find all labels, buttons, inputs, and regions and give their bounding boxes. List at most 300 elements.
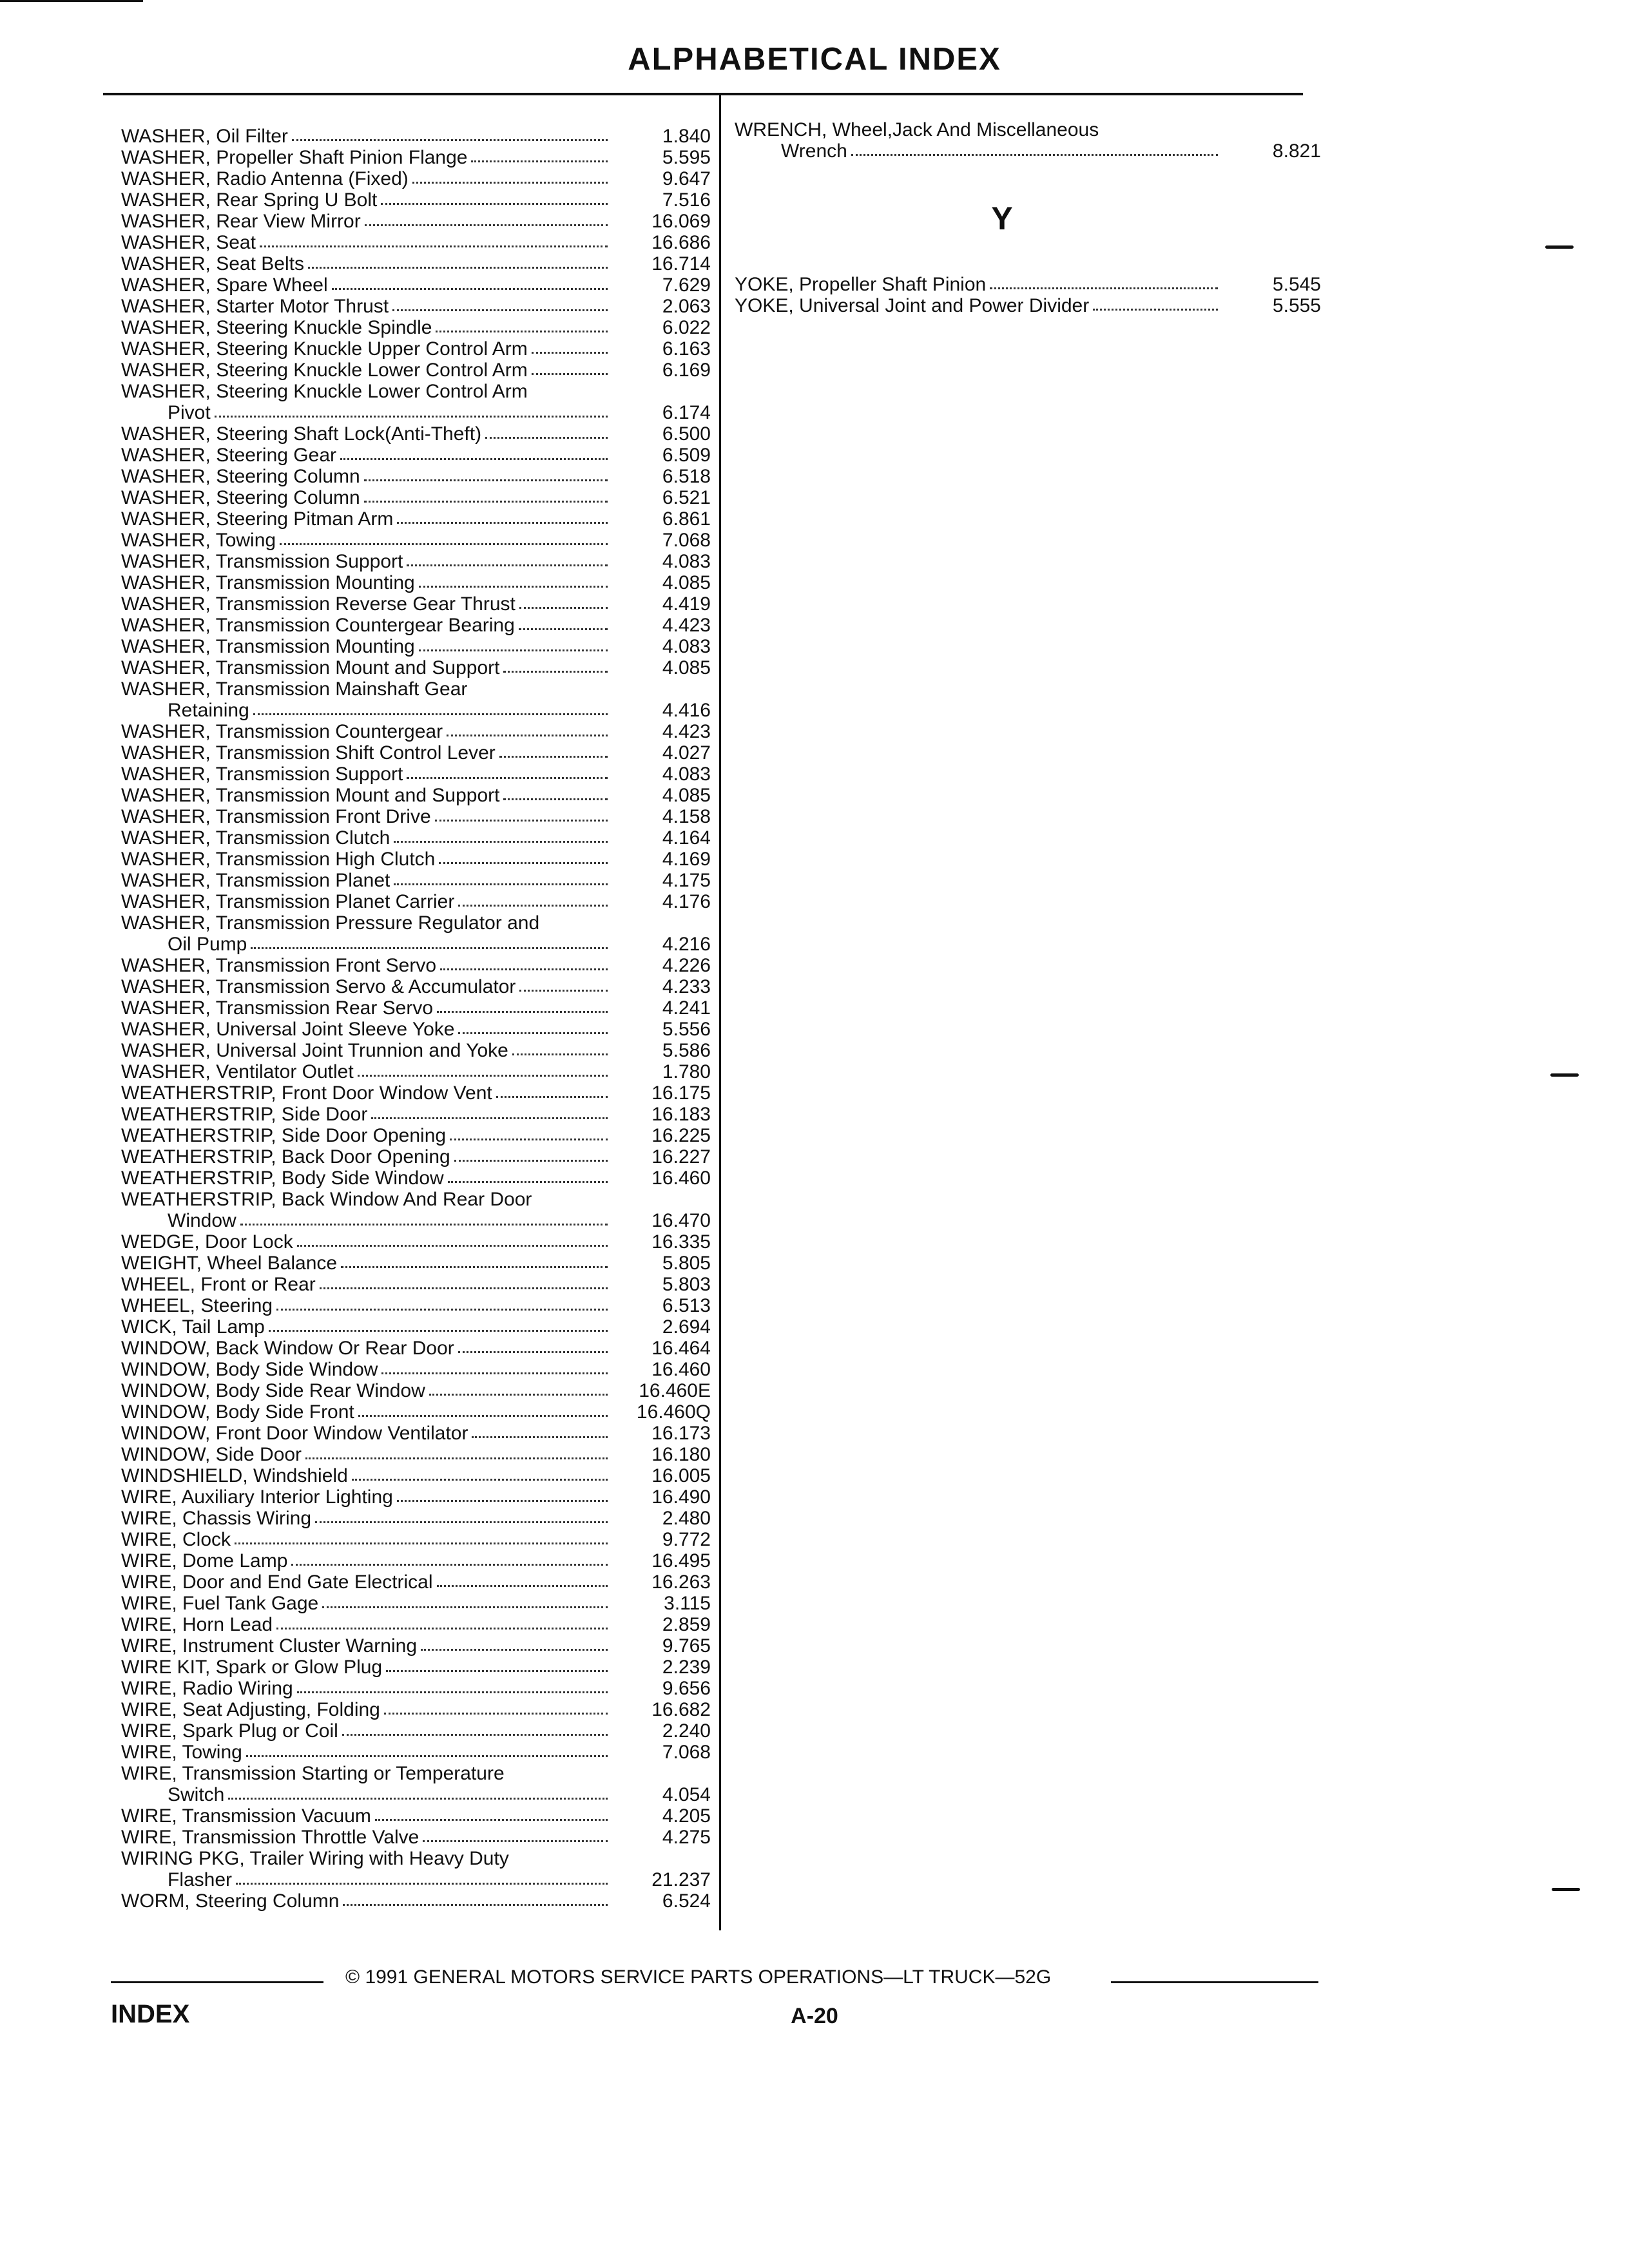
index-entry <box>121 615 711 636</box>
entry-description: WASHER, Transmission Planet <box>121 870 390 891</box>
index-entry <box>121 1231 711 1253</box>
entry-page-ref: 16.682 <box>651 1699 711 1720</box>
entry-page-ref: 16.460Q <box>636 1401 711 1423</box>
entry-description-continued: Retaining <box>168 700 249 721</box>
index-entry <box>121 317 711 338</box>
dot-leader <box>429 1394 608 1396</box>
index-entry <box>121 445 711 466</box>
index-entry <box>121 1529 711 1550</box>
entry-description-continued: Switch <box>168 1784 225 1805</box>
entry-description: WIRE, Transmission Vacuum <box>121 1805 371 1827</box>
entry-description: WASHER, Transmission Countergear Bearing <box>121 615 515 636</box>
entry-description: WASHER, Seat Belts <box>121 253 304 274</box>
entry-description: WEATHERSTRIP, Back Door Opening <box>121 1146 450 1168</box>
dot-leader <box>397 1500 608 1502</box>
entry-description: WEIGHT, Wheel Balance <box>121 1253 338 1274</box>
index-entry <box>121 1465 711 1486</box>
entry-page-ref: 4.176 <box>662 891 711 912</box>
entry-page-ref: 16.069 <box>651 211 711 232</box>
entry-description: WASHER, Transmission Mainshaft Gear <box>121 678 468 700</box>
entry-page-ref: 6.500 <box>662 423 711 445</box>
entry-description: WIRE, Door and End Gate Electrical <box>121 1571 433 1593</box>
index-entry <box>121 1593 711 1614</box>
entry-page-ref: 4.226 <box>662 955 711 976</box>
dot-leader <box>381 1372 608 1374</box>
entry-description: WASHER, Transmission Countergear <box>121 721 443 742</box>
entry-description: WASHER, Steering Knuckle Lower Control Arm <box>121 381 528 402</box>
entry-description: WASHER, Transmission High Clutch <box>121 849 436 870</box>
dot-leader <box>532 352 608 354</box>
entry-page-ref: 5.555 <box>1272 295 1321 316</box>
dot-leader <box>269 1330 608 1332</box>
entry-page-ref: 4.083 <box>662 636 711 657</box>
footer-rule <box>111 1981 323 1983</box>
entry-description: WIRE, Horn Lead <box>121 1614 273 1635</box>
entry-description: WASHER, Transmission Mounting <box>121 572 415 593</box>
index-entry <box>121 1805 711 1827</box>
index-entry <box>121 1338 711 1359</box>
index-entry <box>121 1678 711 1699</box>
entry-page-ref: 16.005 <box>651 1465 711 1486</box>
entry-description: WASHER, Transmission Planet Carrier <box>121 891 455 912</box>
dot-leader <box>280 543 608 545</box>
index-entry <box>121 274 711 296</box>
entry-page-ref: 2.694 <box>662 1316 711 1338</box>
index-column-right <box>735 119 1321 316</box>
index-entry <box>121 1635 711 1657</box>
entry-description: WASHER, Steering Knuckle Upper Control Arm <box>121 338 528 360</box>
entry-description: WIRING PKG, Trailer Wiring with Heavy Duty <box>121 1848 509 1869</box>
entry-description: WASHER, Transmission Rear Servo <box>121 997 434 1019</box>
entry-page-ref: 4.085 <box>662 785 711 806</box>
dot-leader <box>343 1904 608 1906</box>
dot-leader <box>496 1096 608 1098</box>
index-entry <box>121 997 711 1019</box>
entry-page-ref: 4.216 <box>662 934 711 955</box>
entry-page-ref: 1.780 <box>662 1061 711 1082</box>
entry-page-ref: 4.054 <box>662 1784 711 1805</box>
entry-description: WASHER, Transmission Front Drive <box>121 806 431 827</box>
dot-leader <box>358 1415 608 1417</box>
dot-leader <box>412 182 608 184</box>
entry-description: WICK, Tail Lamp <box>121 1316 265 1338</box>
index-entry <box>121 657 711 678</box>
index-entry <box>121 423 711 445</box>
index-entry <box>121 1104 711 1125</box>
index-entry <box>121 1742 711 1763</box>
entry-page-ref: 4.423 <box>662 721 711 742</box>
entry-page-ref: 16.495 <box>651 1550 711 1571</box>
entry-description: WIRE, Transmission Starting or Temperature <box>121 1763 505 1784</box>
entry-description: WIRE, Auxiliary Interior Lighting <box>121 1486 393 1508</box>
dot-leader <box>315 1521 608 1523</box>
index-entry <box>121 1253 711 1274</box>
index-entry <box>121 1359 711 1380</box>
entry-description: WIRE KIT, Spark or Glow Plug <box>121 1657 383 1678</box>
entry-continuation <box>121 700 711 721</box>
dot-leader <box>386 1670 608 1672</box>
entry-page-ref: 7.629 <box>662 274 711 296</box>
index-entry <box>121 487 711 508</box>
index-entry <box>121 126 711 147</box>
entry-page-ref: 6.518 <box>662 466 711 487</box>
entry-page-ref: 16.263 <box>651 1571 711 1593</box>
entry-description: WASHER, Ventilator Outlet <box>121 1061 354 1082</box>
dot-leader <box>407 777 608 779</box>
entry-page-ref: 16.227 <box>651 1146 711 1168</box>
dot-leader <box>352 1479 608 1481</box>
index-entry <box>121 466 711 487</box>
entry-description: WIRE, Spark Plug or Coil <box>121 1720 338 1742</box>
entry-page-ref: 1.840 <box>662 126 711 147</box>
dot-leader <box>437 1585 608 1587</box>
index-entry <box>121 976 711 997</box>
dot-leader <box>384 1713 608 1715</box>
entry-description: WASHER, Steering Pitman Arm <box>121 508 394 530</box>
index-group-w <box>735 119 1321 162</box>
dot-leader <box>240 1224 608 1225</box>
entry-description-continued: Flasher <box>168 1869 233 1890</box>
index-entry <box>121 1189 711 1231</box>
entry-page-ref: 16.460 <box>651 1168 711 1189</box>
entry-description: WINDOW, Side Door <box>121 1444 302 1465</box>
index-entry <box>121 1890 711 1912</box>
entry-description: WINDOW, Body Side Front <box>121 1401 354 1423</box>
entry-page-ref: 6.022 <box>662 317 711 338</box>
dot-leader <box>471 160 608 162</box>
index-entry <box>735 119 1321 162</box>
index-entry <box>121 1827 711 1848</box>
entry-page-ref: 7.068 <box>662 1742 711 1763</box>
index-entry <box>121 1508 711 1529</box>
entry-description: WIRE, Fuel Tank Gage <box>121 1593 319 1614</box>
dot-leader <box>450 1139 608 1140</box>
entry-page-ref: 9.656 <box>662 1678 711 1699</box>
entry-description: WIRE, Transmission Throttle Valve <box>121 1827 419 1848</box>
entry-description: WASHER, Transmission Servo & Accumulator <box>121 976 516 997</box>
dot-leader <box>251 947 608 949</box>
index-entry <box>121 1699 711 1720</box>
entry-description: WASHER, Transmission Clutch <box>121 827 390 849</box>
index-entry <box>121 360 711 381</box>
index-entry <box>121 785 711 806</box>
entry-description: WASHER, Transmission Shift Control Lever <box>121 742 496 764</box>
index-entry <box>121 1848 711 1890</box>
entry-page-ref: 4.205 <box>662 1805 711 1827</box>
index-entry <box>121 593 711 615</box>
dot-leader <box>308 267 608 269</box>
dot-leader <box>448 1181 608 1183</box>
index-entry <box>121 1423 711 1444</box>
dot-leader <box>228 1798 608 1800</box>
dot-leader <box>260 245 608 247</box>
entry-description: WEATHERSTRIP, Back Window And Rear Door <box>121 1189 532 1210</box>
entry-page-ref: 4.241 <box>662 997 711 1019</box>
entry-page-ref: 6.513 <box>662 1295 711 1316</box>
dot-leader <box>512 1053 608 1055</box>
entry-description-continued: Window <box>168 1210 236 1231</box>
index-entry <box>121 721 711 742</box>
entry-page-ref: 16.180 <box>651 1444 711 1465</box>
index-entry <box>121 189 711 211</box>
index-entry <box>121 870 711 891</box>
entry-page-ref: 9.647 <box>662 168 711 189</box>
entry-description: WEATHERSTRIP, Side Door <box>121 1104 368 1125</box>
dot-leader <box>397 522 608 524</box>
index-entry <box>121 678 711 721</box>
entry-description: WASHER, Transmission Mounting <box>121 636 415 657</box>
dot-leader <box>458 905 608 907</box>
entry-continuation <box>121 934 711 955</box>
entry-description: WIRE, Instrument Cluster Warning <box>121 1635 418 1657</box>
entry-description: WASHER, Steering Knuckle Spindle <box>121 317 432 338</box>
index-column-left <box>121 126 711 1912</box>
entry-page-ref: 16.175 <box>651 1082 711 1104</box>
entry-description: WEATHERSTRIP, Side Door Opening <box>121 1125 447 1146</box>
dot-leader <box>253 713 608 715</box>
index-entry <box>121 891 711 912</box>
entry-continuation <box>121 1784 711 1805</box>
dot-leader <box>364 501 608 503</box>
entry-description: WASHER, Transmission Support <box>121 764 403 785</box>
entry-description: WASHER, Steering Gear <box>121 445 336 466</box>
entry-page-ref: 9.772 <box>662 1529 711 1550</box>
entry-description: WIRE, Dome Lamp <box>121 1550 288 1571</box>
dot-leader <box>532 373 608 375</box>
index-entry <box>121 849 711 870</box>
entry-description: WIRE, Chassis Wiring <box>121 1508 312 1529</box>
entry-description: WASHER, Transmission Mount and Support <box>121 657 500 678</box>
entry-description-continued: Pivot <box>168 402 211 423</box>
entry-page-ref: 4.419 <box>662 593 711 615</box>
index-entry <box>121 551 711 572</box>
entry-description: YOKE, Propeller Shaft Pinion <box>735 274 987 295</box>
dot-leader <box>435 820 608 822</box>
index-entry <box>121 147 711 168</box>
index-entry <box>121 1720 711 1742</box>
dot-leader <box>519 990 608 992</box>
dot-leader <box>851 154 1218 156</box>
dot-leader <box>364 479 608 481</box>
entry-description: WEDGE, Door Lock <box>121 1231 293 1253</box>
dot-leader <box>215 416 608 418</box>
entry-description: WHEEL, Front or Rear <box>121 1274 316 1295</box>
entry-description-continued: Oil Pump <box>168 934 247 955</box>
dot-leader <box>990 287 1218 289</box>
entry-page-ref: 2.859 <box>662 1614 711 1635</box>
dot-leader <box>246 1755 608 1757</box>
entry-page-ref: 16.464 <box>651 1338 711 1359</box>
entry-page-ref: 4.085 <box>662 657 711 678</box>
dot-leader <box>358 1075 608 1077</box>
entry-page-ref: 4.275 <box>662 1827 711 1848</box>
entry-description: WASHER, Steering Knuckle Lower Control Arm <box>121 360 528 381</box>
index-entry <box>121 1061 711 1082</box>
entry-continuation <box>121 402 711 423</box>
dot-leader <box>381 203 608 205</box>
dot-leader <box>375 1819 608 1821</box>
dot-leader <box>276 1628 608 1629</box>
index-entry <box>121 1125 711 1146</box>
entry-description: WASHER, Transmission Support <box>121 551 403 572</box>
page-number: A-20 <box>791 2004 838 2028</box>
index-entry <box>121 1295 711 1316</box>
entry-description: WHEEL, Steering <box>121 1295 273 1316</box>
entry-page-ref: 16.183 <box>651 1104 711 1125</box>
entry-page-ref: 4.416 <box>662 700 711 721</box>
entry-page-ref: 5.586 <box>662 1040 711 1061</box>
footer-rule <box>1111 1981 1318 1983</box>
entry-page-ref: 2.480 <box>662 1508 711 1529</box>
entry-page-ref: 5.595 <box>662 147 711 168</box>
entry-page-ref: 6.163 <box>662 338 711 360</box>
entry-page-ref: 6.174 <box>662 402 711 423</box>
dot-leader <box>407 564 608 566</box>
dot-leader <box>291 1564 608 1566</box>
dot-leader <box>439 862 608 864</box>
index-entry <box>735 295 1321 316</box>
entry-page-ref: 16.460E <box>639 1380 711 1401</box>
dot-leader <box>341 1266 608 1268</box>
entry-page-ref: 5.556 <box>662 1019 711 1040</box>
entry-page-ref: 5.545 <box>1272 274 1321 295</box>
entry-page-ref: 5.805 <box>662 1253 711 1274</box>
index-entry <box>121 1019 711 1040</box>
index-entry <box>121 1444 711 1465</box>
entry-page-ref: 7.068 <box>662 530 711 551</box>
entry-description: WASHER, Transmission Front Servo <box>121 955 437 976</box>
entry-description-continued: Wrench <box>781 140 847 162</box>
index-entry <box>121 1380 711 1401</box>
dot-leader <box>292 139 608 141</box>
entry-page-ref: 5.803 <box>662 1274 711 1295</box>
entry-description: WASHER, Transmission Pressure Regulator and <box>121 912 540 934</box>
dot-leader <box>519 628 608 630</box>
header-rule <box>103 93 1303 95</box>
entry-description: WINDOW, Front Door Window Ventilator <box>121 1423 468 1444</box>
entry-page-ref: 8.821 <box>1272 140 1321 162</box>
dot-leader <box>322 1606 608 1608</box>
entry-description: WASHER, Universal Joint Sleeve Yoke <box>121 1019 455 1040</box>
entry-page-ref: 4.158 <box>662 806 711 827</box>
dot-leader <box>519 607 608 609</box>
dot-leader <box>419 649 608 651</box>
entry-description: WASHER, Steering Column <box>121 466 360 487</box>
entry-page-ref: 4.027 <box>662 742 711 764</box>
dot-leader <box>365 224 608 226</box>
index-entry <box>121 912 711 955</box>
entry-page-ref: 16.686 <box>651 232 711 253</box>
margin-mark <box>1550 1073 1579 1077</box>
dot-leader <box>394 883 608 885</box>
dot-leader <box>235 1542 608 1544</box>
copyright-notice: © 1991 GENERAL MOTORS SERVICE PARTS OPERATIONS—LT TRUCK—52G <box>345 1966 1052 1988</box>
dot-leader <box>276 1309 608 1311</box>
entry-page-ref: 21.237 <box>651 1869 711 1890</box>
entry-page-ref: 2.240 <box>662 1720 711 1742</box>
entry-description: WASHER, Propeller Shaft Pinion Flange <box>121 147 468 168</box>
dot-leader <box>342 1734 608 1736</box>
dot-leader <box>499 756 608 758</box>
entry-page-ref: 16.470 <box>651 1210 711 1231</box>
index-entry <box>121 1614 711 1635</box>
margin-mark <box>1552 1888 1580 1891</box>
dot-leader <box>447 735 608 736</box>
index-entry <box>121 955 711 976</box>
index-entry <box>121 572 711 593</box>
entry-page-ref: 2.063 <box>662 296 711 317</box>
index-entry <box>121 381 711 423</box>
corner-rule <box>0 0 143 2</box>
index-entry <box>121 1274 711 1295</box>
index-entry <box>121 530 711 551</box>
index-entry <box>121 1550 711 1571</box>
dot-leader <box>421 1649 608 1651</box>
entry-description: WASHER, Transmission Mount and Support <box>121 785 500 806</box>
entry-page-ref: 4.083 <box>662 764 711 785</box>
dot-leader <box>1093 309 1218 311</box>
dot-leader <box>503 671 608 673</box>
entry-page-ref: 4.423 <box>662 615 711 636</box>
dot-leader <box>436 331 608 332</box>
page-title: ALPHABETICAL INDEX <box>628 42 1001 77</box>
margin-mark <box>1545 245 1574 249</box>
index-entry <box>121 742 711 764</box>
dot-leader <box>454 1160 608 1162</box>
index-entry <box>121 1657 711 1678</box>
dot-leader <box>332 288 608 290</box>
entry-continuation <box>121 1210 711 1231</box>
index-entry <box>121 211 711 232</box>
index-entry <box>121 636 711 657</box>
index-entry <box>121 253 711 274</box>
entry-page-ref: 4.233 <box>662 976 711 997</box>
index-entry <box>735 274 1321 295</box>
entry-description: WIRE, Seat Adjusting, Folding <box>121 1699 380 1720</box>
entry-continuation <box>735 140 1321 162</box>
index-entry <box>121 1486 711 1508</box>
index-entry <box>121 296 711 317</box>
entry-description: YOKE, Universal Joint and Power Divider <box>735 295 1090 316</box>
entry-page-ref: 4.169 <box>662 849 711 870</box>
entry-page-ref: 7.516 <box>662 189 711 211</box>
index-entry <box>121 1040 711 1061</box>
dot-leader <box>485 437 608 439</box>
entry-description: WIRE, Radio Wiring <box>121 1678 293 1699</box>
entry-description: WINDOW, Body Side Window <box>121 1359 378 1380</box>
entry-description: WINDSHIELD, Windshield <box>121 1465 348 1486</box>
letter-heading: Y <box>991 200 1013 236</box>
index-entry <box>121 1146 711 1168</box>
entry-description: WASHER, Oil Filter <box>121 126 288 147</box>
index-entry <box>121 1763 711 1805</box>
dot-leader <box>472 1436 608 1438</box>
entry-description: WASHER, Rear Spring U Bolt <box>121 189 378 211</box>
dot-leader <box>503 798 608 800</box>
entry-page-ref: 3.115 <box>664 1593 711 1614</box>
entry-description: WASHER, Steering Column <box>121 487 360 508</box>
dot-leader <box>394 841 608 843</box>
index-entry <box>121 232 711 253</box>
column-divider <box>719 93 721 1930</box>
dot-leader <box>297 1691 608 1693</box>
dot-leader <box>305 1457 608 1459</box>
index-entry <box>121 764 711 785</box>
index-entry <box>121 827 711 849</box>
dot-leader <box>340 458 608 460</box>
dot-leader <box>297 1245 608 1247</box>
entry-page-ref: 16.490 <box>651 1486 711 1508</box>
